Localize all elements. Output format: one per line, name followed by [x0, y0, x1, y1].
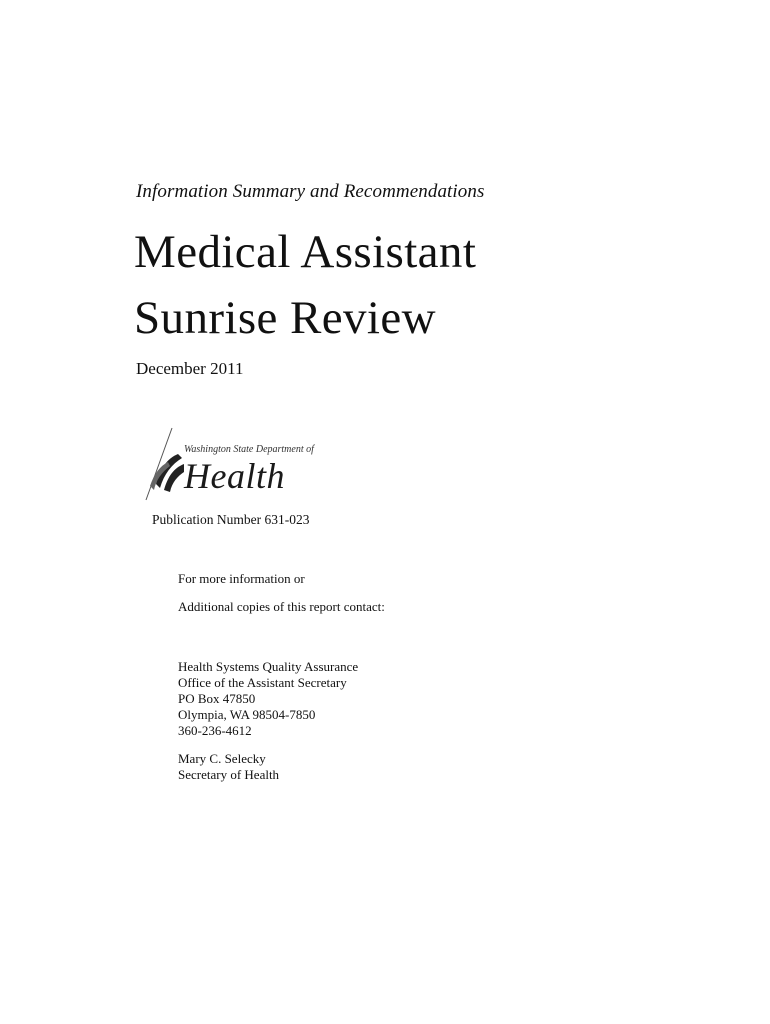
publication-number: Publication Number 631-023	[152, 512, 310, 527]
secretary-name: Mary C. Selecky	[178, 751, 266, 766]
logo-department-text: Washington State Department of	[184, 444, 314, 455]
contact-intro-line-2: Additional copies of this report contact:	[178, 599, 385, 614]
address-line-1: Health Systems Quality Assurance	[178, 659, 359, 674]
address-phone: 360-236-4612	[178, 723, 252, 738]
contact-intro-line-1: For more information or	[178, 571, 305, 586]
secretary-block	[178, 751, 279, 783]
address-line-4: Olympia, WA 98504-7850	[178, 707, 316, 722]
address-line-3: PO Box 47850	[178, 691, 256, 706]
report-title-line-1: Medical Assistant	[134, 226, 477, 278]
report-subtitle: Information Summary and Recommendations	[136, 181, 485, 202]
secretary-title: Secretary of Health	[178, 767, 280, 782]
report-title-line-2: Sunrise Review	[134, 292, 436, 344]
health-logo-swoosh-icon	[142, 424, 186, 502]
address-line-2: Office of the Assistant Secretary	[178, 675, 347, 690]
logo-health-text: Health	[184, 456, 285, 496]
report-date: December 2011	[136, 359, 244, 378]
health-department-logo	[142, 424, 342, 502]
contact-address	[178, 659, 358, 739]
